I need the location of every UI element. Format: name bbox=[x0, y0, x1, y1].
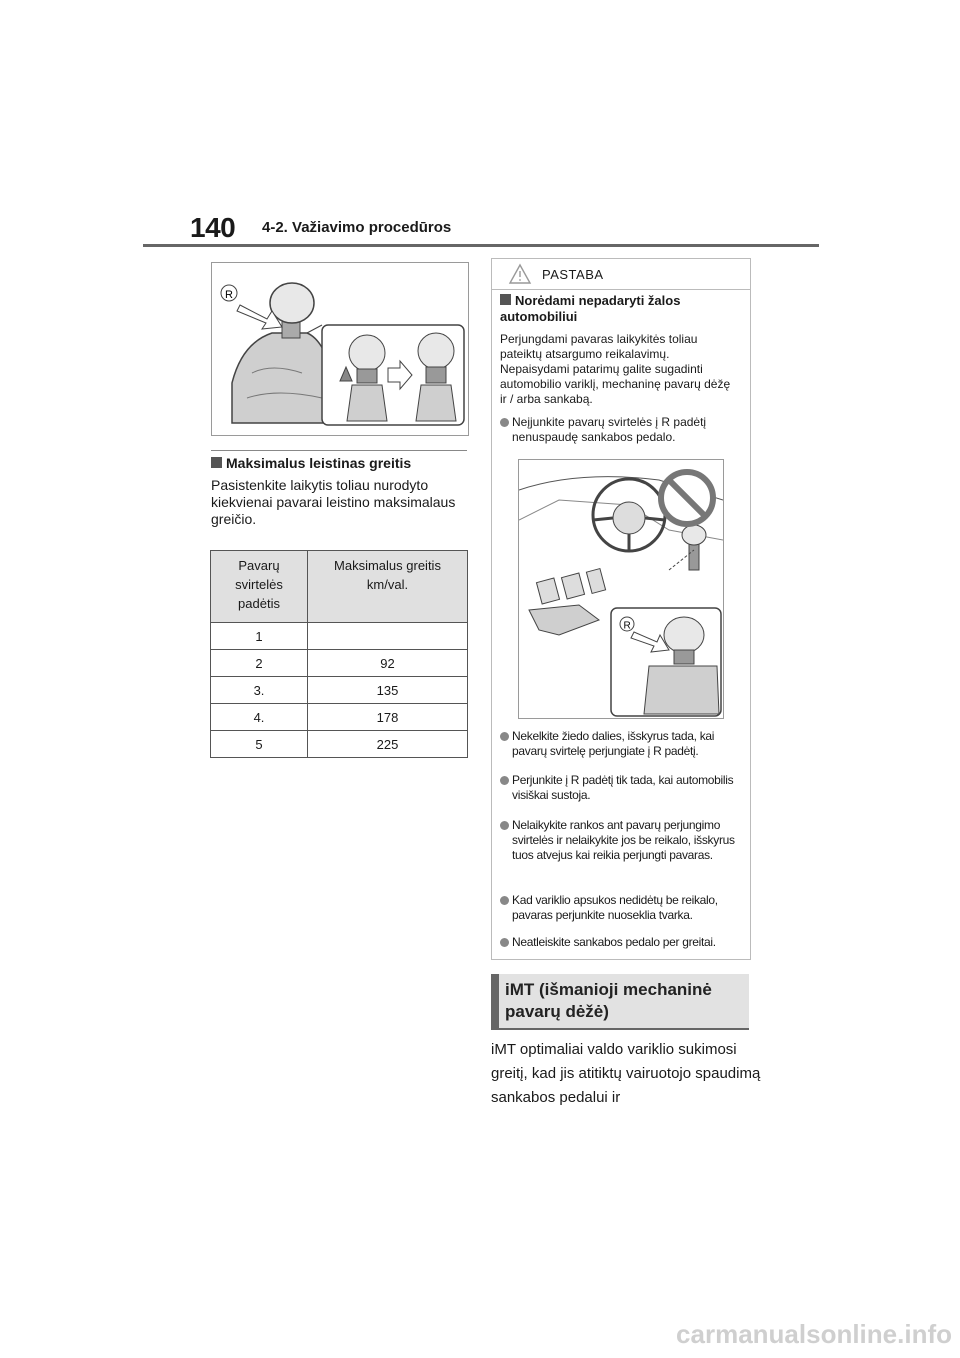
bullet-dot-icon bbox=[500, 418, 509, 427]
col-header-line: svirtelės bbox=[235, 577, 283, 592]
bullet-dot-icon bbox=[500, 821, 509, 830]
notice-bullet bbox=[500, 893, 746, 923]
table-cell: 4. bbox=[211, 704, 308, 731]
col-header-line: km/val. bbox=[366, 577, 409, 592]
notice-bullet bbox=[500, 729, 746, 759]
notice-bullet bbox=[500, 415, 746, 445]
notice-bullet bbox=[500, 818, 746, 863]
r-label: R bbox=[623, 620, 631, 632]
notice-paragraph: Perjungdami pavaras laikykitės toliau pateiktų atsargumo reikalavimų. Nepaisydami patarimų galite sugadinti automobilio variklį, mechaninę pavarų dėžę ir / arba sankabą. bbox=[500, 332, 731, 406]
table-row bbox=[211, 677, 468, 704]
watermark: carmanualsonline.info bbox=[676, 1319, 952, 1349]
notice-box bbox=[491, 258, 751, 960]
bullet-dot-icon bbox=[500, 896, 509, 905]
driver-cockpit-illustration bbox=[518, 459, 724, 719]
table-cell: 1 bbox=[211, 623, 308, 650]
notice-title: PASTABA bbox=[542, 267, 604, 282]
max-speed-heading bbox=[211, 455, 411, 471]
notice-header bbox=[492, 259, 750, 290]
table-row bbox=[211, 731, 468, 758]
r-label: R bbox=[225, 289, 233, 301]
notice-heading-text: Norėdami nepadaryti žalos automobiliui bbox=[500, 293, 681, 324]
warning-triangle-icon bbox=[508, 263, 532, 285]
bullet-text: Neatleiskite sankabos pedalo per greitai. bbox=[512, 935, 716, 949]
table-row bbox=[211, 650, 468, 677]
bullet-text: Neįjunkite pavarų svirtelės į R padėtį nenuspaudę sankabos pedalo. bbox=[512, 415, 707, 444]
square-bullet-icon bbox=[500, 294, 511, 305]
section-title: 4-2. Važiavimo procedūros bbox=[262, 219, 452, 236]
table-cell: 178 bbox=[308, 704, 468, 731]
imt-paragraph: iMT optimaliai valdo variklio sukimosi greitį, kad jis atitiktų vairuotojo spaudimą sankabos pedalui ir bbox=[491, 1041, 761, 1106]
table-cell: 2 bbox=[211, 650, 308, 677]
notice-bullet bbox=[500, 773, 746, 803]
col-header-line: Maksimalus greitis bbox=[334, 558, 441, 573]
bullet-dot-icon bbox=[500, 938, 509, 947]
speed-table bbox=[210, 550, 468, 758]
bullet-text: Perjunkite į R padėtį tik tada, kai automobilis visiškai sustoja. bbox=[512, 773, 734, 802]
col-header-line: Pavarų bbox=[238, 558, 280, 573]
bullet-text: Nelaikykite rankos ant pavarų perjungimo svirtelės ir nelaikykite jos be reikalo, išskyrus tuos atvejus kai reikia perjungti pavaras. bbox=[512, 818, 735, 862]
bullet-text: Nekelkite žiedo dalies, išskyrus tada, kai pavarų svirtelę perjungiate į R padėtį. bbox=[512, 729, 715, 758]
bullet-text: Kad variklio apsukos nedidėtų be reikalo, pavaras perjunkite nuoseklia tvarka. bbox=[512, 893, 718, 922]
bullet-dot-icon bbox=[500, 776, 509, 785]
page-number: 140 bbox=[190, 212, 236, 243]
square-bullet-icon bbox=[211, 457, 222, 468]
table-cell: 5 bbox=[211, 731, 308, 758]
notice-bullet bbox=[500, 935, 746, 950]
max-speed-paragraph: Pasistenkite laikytis toliau nurodyto kiekvienai pavarai leistino maksimalaus greičio. bbox=[211, 477, 456, 527]
heading-accent-bar bbox=[491, 974, 499, 1030]
col-header-position bbox=[211, 551, 308, 623]
table-row bbox=[211, 704, 468, 731]
col-header-max-speed bbox=[308, 551, 468, 623]
col-header-line: padėtis bbox=[238, 596, 280, 611]
header-rule bbox=[143, 244, 819, 247]
table-cell: 92 bbox=[308, 650, 468, 677]
imt-heading-box bbox=[491, 974, 749, 1030]
table-cell bbox=[308, 623, 468, 650]
table-cell: 3. bbox=[211, 677, 308, 704]
table-cell: 225 bbox=[308, 731, 468, 758]
bullet-dot-icon bbox=[500, 732, 509, 741]
notice-heading bbox=[500, 293, 740, 325]
table-row bbox=[211, 623, 468, 650]
table-cell: 135 bbox=[308, 677, 468, 704]
max-speed-heading-text: Maksimalus leistinas greitis bbox=[226, 455, 412, 471]
gear-lever-illustration bbox=[211, 262, 469, 436]
divider bbox=[211, 450, 467, 451]
imt-heading: iMT (išmanioji mechaninė pavarų dėžė) bbox=[505, 980, 712, 1021]
